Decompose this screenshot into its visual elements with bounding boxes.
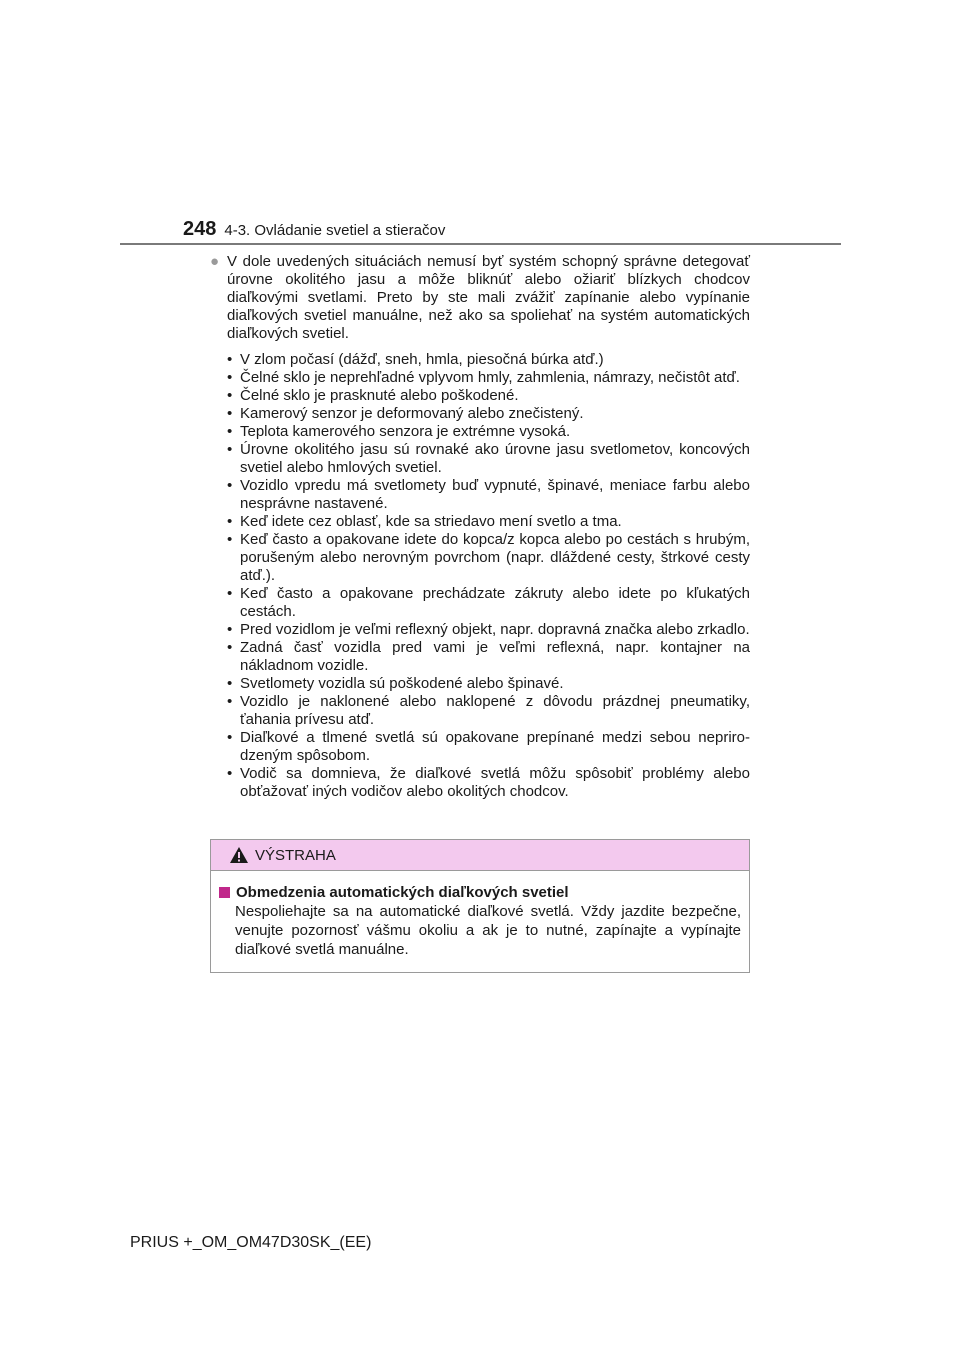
document-footer: PRIUS +_OM_OM47D30SK_(EE) <box>130 1234 372 1251</box>
intro-paragraph <box>210 253 750 343</box>
intro-text: V dole uvedených situáciách nemusí byť systém schopný správne detegovať úrovne okolitého jasu a môže bliknúť alebo ožiariť blízkych chodcov diaľkovými svetlami. Preto by ste mali zvážiť zapínanie alebo vypínanie diaľkových svetiel manuálne, než ako sa spoliehať na systém automatických diaľkových svetiel. <box>227 253 750 342</box>
warning-subheading-text: Obmedzenia automatických diaľkových svetiel <box>236 884 569 901</box>
list-item: • Vozidlo je naklonené alebo naklopené z dôvodu prázdnej pneumatiky, ťahania prívesu atď. <box>227 693 750 729</box>
bullet-dot-icon: ● <box>210 253 220 270</box>
list-item: • Teplota kamerového senzora je extrémne vysoká. <box>227 423 750 441</box>
list-item: • Čelné sklo je prasknuté alebo poškodené. <box>227 387 750 405</box>
list-item: • Vozidlo vpredu má svetlomety buď vypnuté, špinavé, meniace farbu alebo nesprávne nastavené. <box>227 477 750 513</box>
warning-box <box>210 839 750 973</box>
list-item: • Keď často a opakovane idete do kopca/z kopca alebo po cestách s hrubým, porušeným alebo nerovným povrchom (napr. dláždené cesty, štrkové cesty atď.). <box>227 531 750 585</box>
section-title: 4-3. Ovládanie svetiel a stieračov <box>224 222 446 239</box>
warning-body <box>211 871 749 959</box>
list-item: • Zadná časť vozidla pred vami je veľmi reflexná, napr. kontajner na nákladnom vozidle. <box>227 639 750 675</box>
warning-title: VÝSTRAHA <box>255 846 336 864</box>
list-item: • Keď idete cez oblasť, kde sa striedavo mení svetlo a tma. <box>227 513 750 531</box>
list-item: • Vodič sa domnieva, že diaľkové svetlá môžu spôsobiť problémy alebo obťažovať iných vodičov alebo okolitých chodcov. <box>227 765 750 801</box>
list-item: • V zlom počasí (dážď, sneh, hmla, piesočná búrka atď.) <box>227 351 750 369</box>
page-header <box>183 218 445 241</box>
warning-text: Nespoliehajte sa na automatické diaľkové svetlá. Vždy jazdite bezpečne, venujte pozornosť vášmu okoliu a ak je to nutné, zapínajte a vypínajte diaľkové svetlá manuálne. <box>235 903 741 958</box>
header-rule <box>120 243 841 245</box>
list-item: • Diaľkové a tlmené svetlá sú opakovane prepínané medzi sebou neprirodzeným spôsobom. <box>227 729 750 765</box>
main-content <box>210 253 750 801</box>
list-item: • Kamerový senzor je deformovaný alebo znečistený. <box>227 405 750 423</box>
warning-subheading <box>219 883 741 902</box>
warning-header <box>211 840 749 871</box>
list-item: • Úrovne okolitého jasu sú rovnaké ako úrovne jasu svetlometov, koncových svetiel alebo hmlových svetiel. <box>227 441 750 477</box>
list-item: • Svetlomety vozidla sú poškodené alebo špinavé. <box>227 675 750 693</box>
page-number: 248 <box>183 218 217 240</box>
list-item: • Čelné sklo je neprehľadné vplyvom hmly, zahmlenia, námrazy, nečistôt atď. <box>227 369 750 387</box>
list-item: • Pred vozidlom je veľmi reflexný objekt, napr. dopravná značka alebo zrkadlo. <box>227 621 750 639</box>
situation-list <box>227 351 750 801</box>
square-bullet-icon <box>219 887 230 898</box>
warning-triangle-icon <box>229 846 249 864</box>
list-item: • Keď často a opakovane prechádzate zákruty alebo idete po kľukatých cestách. <box>227 585 750 621</box>
